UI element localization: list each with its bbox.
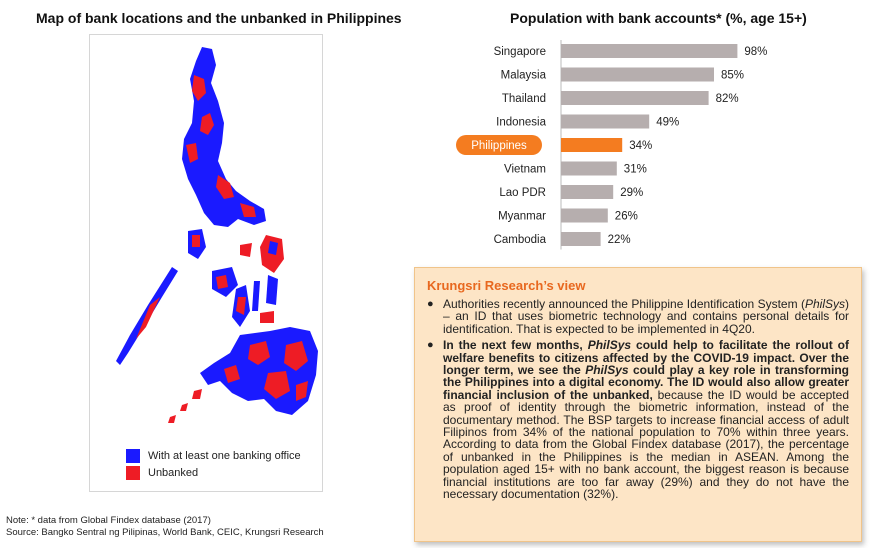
notes — [6, 515, 324, 539]
value-label-cambodia: 22% — [607, 234, 631, 246]
bullet-dot-icon: ● — [427, 298, 434, 310]
map-region-mindoro-unbanked — [192, 235, 200, 247]
source-note: Source: Bangko Sentral ng Pilipinas, World Bank, CEIC, Krungsri Research — [6, 527, 324, 538]
map-title: Map of bank locations and the unbanked in Philippines — [36, 10, 402, 26]
category-label-indonesia: Indonesia — [496, 116, 546, 129]
bullet-2-text — [443, 339, 849, 500]
bullet-dot-icon: ● — [427, 339, 434, 352]
legend-label-banked: With at least one banking office — [148, 450, 301, 462]
value-label-thailand: 82% — [715, 93, 739, 105]
bar-lao-pdr — [561, 185, 613, 199]
bullet-2-philsys-2: PhilSys — [585, 363, 629, 378]
bar-cambodia — [561, 232, 601, 246]
philippines-map — [90, 35, 322, 491]
bar-myanmar — [561, 209, 608, 223]
bullet-1-part-3: ) – an ID that uses biometric technology and contains personal details for identification. That is expected to be implemented in 4Q20. — [443, 297, 849, 336]
map-region-bohol — [260, 311, 274, 323]
legend-banked — [126, 449, 301, 463]
category-label-myanmar: Myanmar — [498, 210, 546, 223]
value-label-malaysia: 85% — [721, 69, 745, 82]
category-label-singapore: Singapore — [493, 46, 546, 58]
bar-indonesia — [561, 115, 649, 129]
bullet-2-part-3: could help to facilitate the rollout of welfare benefits to citizens affected by the COVID-19 impact. Over the longer term, we see the — [443, 338, 849, 378]
category-label-lao-pdr: Lao PDR — [499, 187, 546, 199]
value-label-philippines: 34% — [629, 140, 653, 152]
map-region-masbate — [240, 243, 252, 257]
map-region-leyte — [266, 275, 278, 305]
map-region-palawan-unbanked — [136, 297, 160, 339]
value-label-vietnam: 31% — [623, 163, 647, 176]
legend-label-unbanked: Unbanked — [148, 467, 199, 479]
legend-swatch-unbanked — [126, 466, 140, 480]
map-region-sulu — [168, 389, 202, 423]
bullet-2-part-5: could play a key role in transforming the Philippines into a digital economy. The ID would also allow greater financial inclusion of the unbanked, — [443, 363, 849, 402]
map-panel — [89, 34, 323, 492]
bar-singapore — [561, 44, 737, 58]
bullet-1-philsys: PhilSys — [804, 297, 845, 311]
bar-vietnam — [561, 162, 617, 176]
research-view-bullet-1 — [427, 298, 849, 335]
legend-swatch-banked — [126, 449, 140, 463]
research-view-box — [414, 267, 862, 542]
bank-accounts-bar-chart — [440, 38, 780, 256]
value-label-indonesia: 49% — [656, 116, 680, 129]
value-label-myanmar: 26% — [614, 210, 638, 223]
category-label-cambodia: Cambodia — [493, 234, 546, 246]
data-note: Note: * data from Global Findex database (2017) — [6, 515, 211, 526]
map-region-luzon — [182, 47, 266, 227]
bar-thailand — [561, 91, 709, 105]
legend-unbanked — [126, 466, 198, 480]
map-region-cebu — [252, 281, 260, 311]
chart-title: Population with bank accounts* (%, age 15+) — [510, 10, 807, 26]
map-region-panay-unbanked — [216, 275, 228, 289]
category-label-philippines: Philippines — [471, 140, 527, 152]
map-region-mindanao — [200, 327, 318, 415]
bullet-2-part-6: because the ID would be accepted as proof of identity through the biometric information, instead of the documentary method. The BSP targets to increase financial access of adult Filipinos from 34% of the national population to 70% within three years. According to data from the Global Findex database (2017), the percentage of unbanked in the Philippines is the median in ASEAN. Among the population aged 15+ with no bank account, the biggest reason is because financial institutions are too far away (29%) and they do not have the necessary documentation (32%). — [443, 387, 849, 502]
value-label-lao-pdr: 29% — [620, 187, 644, 199]
bullet-1-text — [443, 298, 849, 335]
bar-malaysia — [561, 68, 714, 82]
category-label-thailand: Thailand — [501, 93, 546, 105]
research-view-bullet-2 — [427, 339, 849, 500]
category-label-vietnam: Vietnam — [504, 163, 546, 176]
bullet-2-philsys-1: PhilSys — [587, 338, 632, 353]
bullet-2-part-1: In the next few months, — [443, 338, 588, 353]
value-label-singapore: 98% — [744, 46, 768, 58]
category-label-malaysia: Malaysia — [500, 69, 546, 82]
bullet-1-part-1: Authorities recently announced the Philippine Identification System ( — [443, 297, 805, 311]
bar-philippines — [561, 138, 622, 152]
research-view-heading: Krungsri Research’s view — [427, 278, 586, 293]
